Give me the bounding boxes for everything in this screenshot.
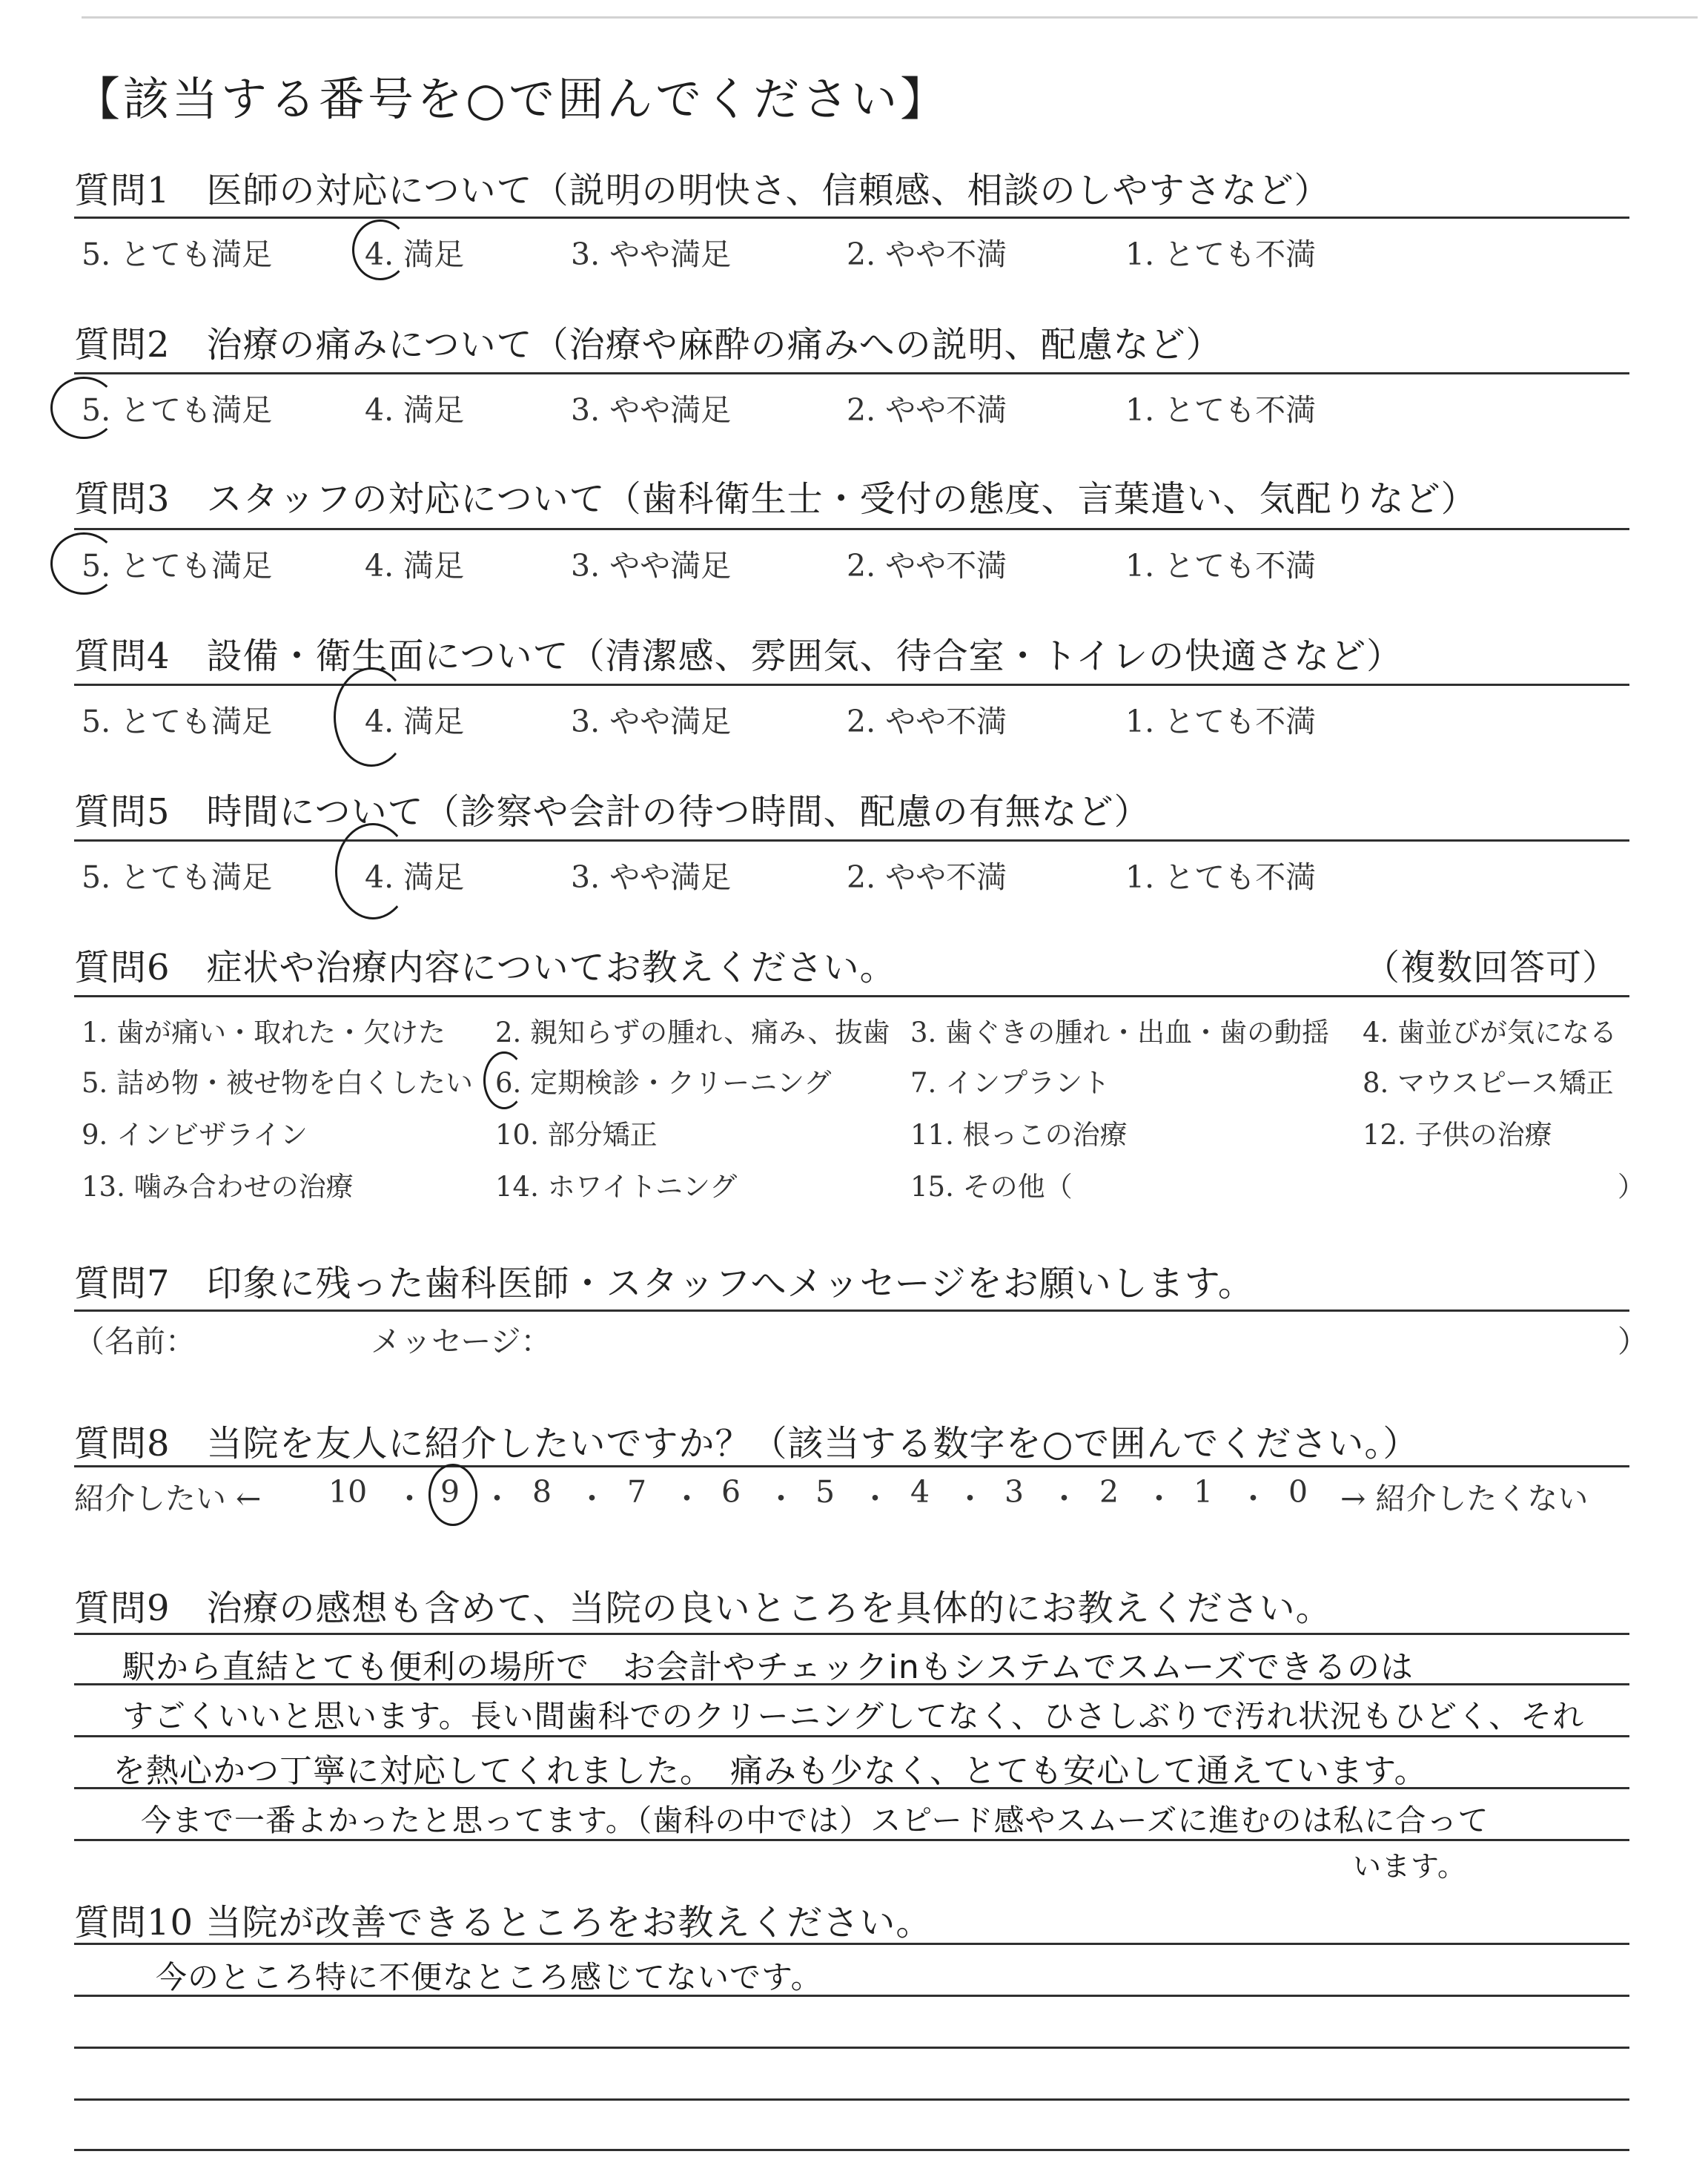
q8-scale-5[interactable]: 5 <box>815 1474 835 1510</box>
q6-item-14[interactable]: 14. ホワイトニング <box>495 1171 738 1203</box>
q8-separator-dot: ・ <box>394 1481 425 1516</box>
q8-selection-circle <box>428 1464 477 1526</box>
q4-option-4[interactable]: 4. 満足 <box>365 704 465 739</box>
q9-answer-line-5: います。 <box>1353 1850 1466 1883</box>
question-5-title: 質問5 時間について（診察や会計の待つ時間、配慮の有無など） <box>74 791 1151 833</box>
q6-item-15[interactable]: 15. その他（ <box>910 1171 1073 1203</box>
q2-option-5[interactable]: 5. とても満足 <box>82 392 273 428</box>
q9-answer-line-2: すごくいいと思います。長い間歯科でのクリーニングしてなく、ひさしぶりで汚れ状況もひどく、それ <box>122 1698 1585 1734</box>
q5-option-4[interactable]: 4. 満足 <box>365 859 465 895</box>
answer-line <box>74 2149 1629 2151</box>
q4-option-2[interactable]: 2. やや不満 <box>847 704 1007 739</box>
q8-separator-dot: ・ <box>577 1481 607 1516</box>
question-9-rule <box>74 1633 1629 1635</box>
q6-item-12[interactable]: 12. 子供の治療 <box>1363 1119 1552 1151</box>
q9-answer-line-1: 駅から直結とても便利の場所で お会計やチェックinもシステムでスムーズできるのは <box>122 1648 1414 1686</box>
q2-option-4[interactable]: 4. 満足 <box>365 392 465 428</box>
question-2-rule <box>74 372 1629 374</box>
question-4-rule <box>74 684 1629 686</box>
q8-separator-dot: ・ <box>766 1481 796 1516</box>
question-6-rule <box>74 995 1629 997</box>
q6-item-2[interactable]: 2. 親知らずの腫れ、痛み、抜歯 <box>495 1017 890 1048</box>
q5-option-3[interactable]: 3. やや満足 <box>571 859 732 895</box>
q6-selection-circle <box>483 1051 525 1109</box>
q8-separator-dot: ・ <box>672 1481 702 1516</box>
question-10-title: 質問10 当院が改善できるところをお教えください。 <box>74 1902 933 1943</box>
answer-line <box>74 2047 1629 2049</box>
q8-scale-3[interactable]: 3 <box>1004 1474 1025 1510</box>
q8-right-label: → 紹介したくない <box>1340 1481 1589 1516</box>
q1-option-2[interactable]: 2. やや不満 <box>847 237 1007 272</box>
q3-option-4[interactable]: 4. 満足 <box>365 548 465 584</box>
q6-item-13[interactable]: 13. 噛み合わせの治療 <box>82 1171 354 1203</box>
q5-option-1[interactable]: 1. とても不満 <box>1125 859 1317 895</box>
q8-scale-8[interactable]: 8 <box>532 1474 552 1510</box>
question-1-rule <box>74 217 1629 219</box>
q6-item-9[interactable]: 9. インビザライン <box>82 1119 308 1151</box>
q8-scale-9[interactable]: 9 <box>440 1474 460 1510</box>
q8-scale-0[interactable]: 0 <box>1288 1474 1308 1510</box>
q4-option-1[interactable]: 1. とても不満 <box>1125 704 1317 739</box>
q4-option-3[interactable]: 3. やや満足 <box>571 704 732 739</box>
question-8-title: 質問8 当院を友人に紹介したいですか？（該当する数字を○で囲んでください。） <box>74 1423 1420 1464</box>
q10-answer-line-1: 今のところ特に不便なところ感じてないです。 <box>156 1959 823 1995</box>
question-7-title: 質問7 印象に残った歯科医師・スタッフへメッセージをお願いします。 <box>74 1263 1254 1304</box>
question-9-title: 質問9 治療の感想も含めて、当院の良いところを具体的にお教えください。 <box>74 1588 1332 1629</box>
q8-scale-4[interactable]: 4 <box>910 1474 930 1510</box>
q6-item-4[interactable]: 4. 歯並びが気になる <box>1363 1017 1618 1048</box>
q8-separator-dot: ・ <box>1049 1481 1079 1516</box>
q8-scale-6[interactable]: 6 <box>721 1474 741 1510</box>
q3-selection-circle <box>50 532 117 595</box>
question-5-rule <box>74 839 1629 842</box>
q8-scale-7[interactable]: 7 <box>627 1474 647 1510</box>
answer-line <box>74 2098 1629 2101</box>
question-1-title: 質問1 医師の対応について（説明の明快さ、信頼感、相談のしやすさなど） <box>74 170 1331 211</box>
q8-left-label: 紹介したい ← <box>74 1481 262 1516</box>
q4-selection-circle <box>334 667 409 767</box>
q1-option-1[interactable]: 1. とても不満 <box>1125 237 1317 272</box>
q1-selection-circle <box>352 219 408 280</box>
q8-separator-dot: ・ <box>1238 1481 1268 1516</box>
q1-option-3[interactable]: 3. やや満足 <box>571 237 732 272</box>
question-7-rule <box>74 1309 1629 1312</box>
q6-item-10[interactable]: 10. 部分矯正 <box>495 1119 658 1151</box>
q6-item-1[interactable]: 1. 歯が痛い・取れた・欠けた <box>82 1017 446 1048</box>
question-8-rule <box>74 1465 1629 1467</box>
q9-answer-line-3: を熱心かつ丁寧に対応してくれました。 痛みも少なく、とても安心して通えています。 <box>113 1752 1428 1790</box>
question-4-title: 質問4 設備・衛生面について（清潔感、雰囲気、待合室・トイレの快適さなど） <box>74 635 1403 677</box>
q2-option-1[interactable]: 1. とても不満 <box>1125 392 1317 428</box>
q5-option-5[interactable]: 5. とても満足 <box>82 859 273 895</box>
q5-selection-circle <box>335 823 411 919</box>
q8-scale-2[interactable]: 2 <box>1099 1474 1119 1510</box>
q2-selection-circle <box>50 377 117 439</box>
q8-scale-10[interactable]: 10 <box>328 1474 368 1510</box>
top-border <box>82 16 1698 19</box>
question-2-title: 質問2 治療の痛みについて（治療や麻酔の痛みへの説明、配慮など） <box>74 324 1222 366</box>
q8-separator-dot: ・ <box>860 1481 890 1516</box>
q6-item-11[interactable]: 11. 根っこの治療 <box>910 1119 1128 1151</box>
q3-option-1[interactable]: 1. とても不満 <box>1125 548 1317 584</box>
question-3-title: 質問3 スタッフの対応について（歯科衛生士・受付の態度、言葉遣い、気配りなど） <box>74 478 1477 520</box>
q6-item-5[interactable]: 5. 詰め物・被せ物を白くしたい <box>82 1067 474 1099</box>
question-10-rule <box>74 1943 1629 1945</box>
q5-option-2[interactable]: 2. やや不満 <box>847 859 1007 895</box>
q8-scale-1[interactable]: 1 <box>1194 1474 1214 1510</box>
q6-item-8[interactable]: 8. マウスピース矯正 <box>1363 1067 1614 1099</box>
q4-option-5[interactable]: 5. とても満足 <box>82 704 273 739</box>
question-3-rule <box>74 528 1629 530</box>
question-6-title: 質問6 症状や治療内容についてお教えください。 <box>74 947 896 988</box>
q6-other-close-paren: ） <box>1618 1171 1645 1203</box>
q1-option-5[interactable]: 5. とても満足 <box>82 237 273 272</box>
q7-name-label: （名前： <box>74 1324 196 1359</box>
q9-answer-line-4: 今まで一番よかったと思ってます。（歯科の中では）スピード感やスムーズに進むのは私に合って <box>141 1803 1489 1838</box>
q3-option-2[interactable]: 2. やや不満 <box>847 548 1007 584</box>
question-6-note: （複数回答可） <box>1364 947 1619 988</box>
q7-message-label: メッセージ： <box>371 1324 552 1359</box>
q8-separator-dot: ・ <box>1144 1481 1174 1516</box>
q3-option-3[interactable]: 3. やや満足 <box>571 548 732 584</box>
q6-item-7[interactable]: 7. インプラント <box>910 1067 1110 1099</box>
q8-separator-dot: ・ <box>955 1481 985 1516</box>
form-header: 【該当する番号を○で囲んでください】 <box>74 72 950 126</box>
q1-option-4[interactable]: 4. 満足 <box>365 237 465 272</box>
q6-item-6[interactable]: 6. 定期検診・クリーニング <box>495 1067 832 1099</box>
q6-item-3[interactable]: 3. 歯ぐきの腫れ・出血・歯の動揺 <box>910 1017 1330 1048</box>
q3-option-5[interactable]: 5. とても満足 <box>82 548 273 584</box>
q2-option-3[interactable]: 3. やや満足 <box>571 392 732 428</box>
q8-separator-dot: ・ <box>482 1481 512 1516</box>
q2-option-2[interactable]: 2. やや不満 <box>847 392 1007 428</box>
q7-close-paren: ） <box>1618 1324 1648 1359</box>
